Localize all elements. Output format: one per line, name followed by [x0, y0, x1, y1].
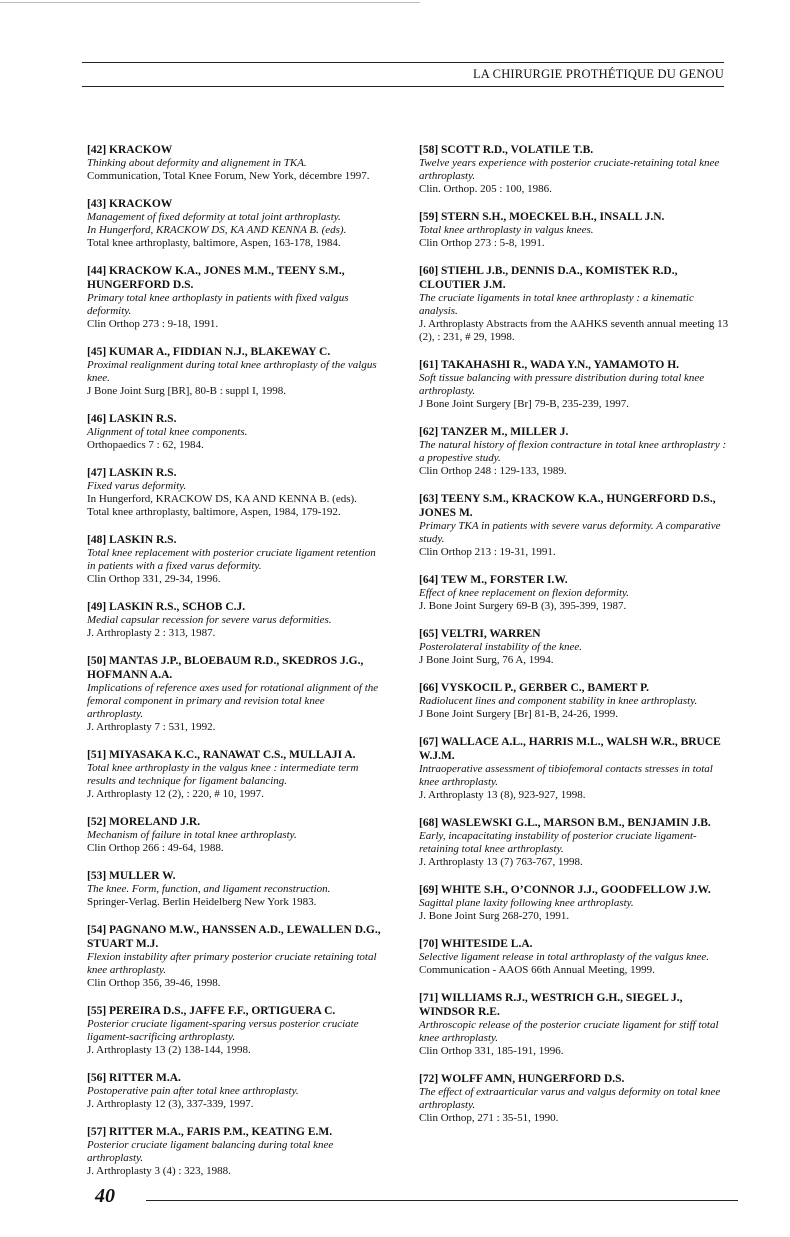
reference-authors: [60] STIEHL J.B., DENNIS D.A., KOMISTEK R.D., CLOUTIER J.M. [419, 265, 678, 291]
reference-source: Clin Orthop 331, 185-191, 1996. [419, 1045, 564, 1057]
reference-entry [87, 600, 383, 640]
reference-source: Clin Orthop 273 : 5-8, 1991. [419, 237, 545, 249]
reference-entry [87, 869, 383, 909]
reference-authors: [72] WOLFF AMN, HUNGERFORD D.S. [419, 1073, 625, 1085]
reference-entry [419, 264, 731, 344]
header-rule-bottom [82, 86, 724, 87]
reference-source: Clin Orthop, 271 : 35-51, 1990. [419, 1112, 559, 1124]
reference-source: J. Arthroplasty 13 (2) 138-144, 1998. [87, 1044, 251, 1056]
reference-entry [419, 627, 731, 667]
reference-entry [419, 937, 731, 977]
reference-source: Clin Orthop 266 : 49-64, 1988. [87, 842, 224, 854]
reference-source: J. Bone Joint Surgery 69-B (3), 395-399, 1987. [419, 600, 627, 612]
reference-authors: [61] TAKAHASHI R., WADA Y.N., YAMAMOTO H. [419, 359, 680, 371]
reference-title: Total knee replacement with posterior cruciate ligament retention in patients with a fixed varus deformity. [87, 547, 376, 572]
reference-source: J. Arthroplasty 12 (2), : 220, # 10, 1997. [87, 788, 264, 800]
reference-entry [87, 412, 383, 452]
reference-authors: [43] KRACKOW [87, 198, 173, 210]
reference-entry [419, 492, 731, 559]
reference-entry [419, 143, 731, 196]
footer-rule [146, 1200, 738, 1201]
reference-entry [419, 210, 731, 250]
reference-source: J Bone Joint Surg [BR], 80-B : suppl I, 1998. [87, 385, 287, 397]
reference-entry [419, 816, 731, 869]
reference-entry [87, 1071, 383, 1111]
reference-source: Clin Orthop 356, 39-46, 1998. [87, 977, 221, 989]
reference-entry [87, 1004, 383, 1057]
reference-title: The natural history of flexion contracture in total knee arthroplastry : a propestive study. [419, 439, 727, 464]
reference-source: Orthopaedics 7 : 62, 1984. [87, 439, 204, 451]
reference-authors: [62] TANZER M., MILLER J. [419, 426, 569, 438]
reference-title: Primary total knee arthoplasty in patients with fixed valgus deformity. [87, 292, 349, 317]
reference-source: J. Bone Joint Surg 268-270, 1991. [419, 910, 570, 922]
reference-source: J Bone Joint Surgery [Br] 81-B, 24-26, 1999. [419, 708, 619, 720]
reference-title: Management of fixed deformity at total joint arthroplasty. [87, 211, 341, 223]
reference-title: Twelve years experience with posterior cruciate-retaining total knee arthroplasty. [419, 157, 720, 182]
reference-entry [87, 197, 383, 250]
reference-title: Intraoperative assessment of tibiofemoral contacts stresses in total knee arthroplasty. [419, 763, 713, 788]
reference-title: Total knee arthroplasty in valgus knees. [419, 224, 594, 236]
reference-source: J. Arthroplasty Abstracts from the AAHKS seventh annual meeting 13 (2), : 231, # 29, 1998. [419, 318, 729, 343]
reference-authors: [64] TEW M., FORSTER I.W. [419, 574, 568, 586]
reference-source: Clin Orthop 273 : 9-18, 1991. [87, 318, 219, 330]
reference-source: Total knee arthroplasty, baltimore, Aspen, 163-178, 1984. [87, 237, 341, 249]
reference-entry [419, 991, 731, 1058]
reference-source: Total knee arthroplasty, baltimore, Aspen, 1984, 179-192. [87, 506, 341, 518]
reference-entry [419, 358, 731, 411]
reference-authors: [59] STERN S.H., MOECKEL B.H., INSALL J.N. [419, 211, 665, 223]
reference-authors: [49] LASKIN R.S., SCHOB C.J. [87, 601, 246, 613]
reference-title: Primary TKA in patients with severe varus deformity. A comparative study. [419, 520, 721, 545]
reference-title: Proximal realignment during total knee arthroplasty of the valgus knee. [87, 359, 377, 384]
reference-authors: [42] KRACKOW [87, 144, 173, 156]
reference-title: Implications of reference axes used for rotational alignment of the femoral component in primary and revision total knee arthroplasty. [87, 682, 379, 720]
reference-source: J. Arthroplasty 12 (3), 337-339, 1997. [87, 1098, 254, 1110]
reference-source: Clin Orthop 213 : 19-31, 1991. [419, 546, 556, 558]
reference-authors: [57] RITTER M.A., FARIS P.M., KEATING E.M. [87, 1126, 333, 1138]
reference-authors: [58] SCOTT R.D., VOLATILE T.B. [419, 144, 594, 156]
reference-authors: [52] MORELAND J.R. [87, 816, 201, 828]
references-left-column [87, 143, 383, 1192]
reference-authors: [69] WHITE S.H., O’CONNOR J.J., GOODFELLOW J.W. [419, 884, 711, 896]
reference-title: Arthroscopic release of the posterior cruciate ligament for stiff total knee arthroplasty. [419, 1019, 719, 1044]
reference-authors: [56] RITTER M.A. [87, 1072, 181, 1084]
references-right-column [419, 143, 731, 1139]
reference-source: J. Arthroplasty 2 : 313, 1987. [87, 627, 216, 639]
reference-title: Mechanism of failure in total knee arthroplasty. [87, 829, 297, 841]
reference-title: Radiolucent lines and component stability in knee arthroplasty. [419, 695, 698, 707]
reference-title: Alignment of total knee components. [87, 426, 248, 438]
reference-authors: [51] MIYASAKA K.C., RANAWAT C.S., MULLAJI A. [87, 749, 356, 761]
reference-entry [87, 264, 383, 331]
reference-title: The cruciate ligaments in total knee arthroplasty : a kinematic analysis. [419, 292, 694, 317]
header-rule-top [82, 62, 724, 63]
reference-authors: [44] KRACKOW K.A., JONES M.M., TEENY S.M., HUNGERFORD D.S. [87, 265, 345, 291]
reference-authors: [55] PEREIRA D.S., JAFFE F.F., ORTIGUERA C. [87, 1005, 336, 1017]
reference-authors: [50] MANTAS J.P., BLOEBAUM R.D., SKEDROS J.G., HOFMANN A.A. [87, 655, 364, 681]
reference-source: Clin. Orthop. 205 : 100, 1986. [419, 183, 552, 195]
reference-title: Postoperative pain after total knee arthroplasty. [87, 1085, 299, 1097]
reference-title: Fixed varus deformity. [87, 480, 187, 492]
reference-source: Communication, Total Knee Forum, New York, décembre 1997. [87, 170, 370, 182]
reference-authors: [71] WILLIAMS R.J., WESTRICH G.H., SIEGEL J., WINDSOR R.E. [419, 992, 683, 1018]
reference-entry [87, 143, 383, 183]
reference-entry [87, 533, 383, 586]
reference-entry [419, 573, 731, 613]
reference-title: Medial capsular recession for severe varus deformities. [87, 614, 332, 626]
reference-title: Posterior cruciate ligament-sparing versus posterior cruciate ligament-sacrificing arthroplasty. [87, 1018, 359, 1043]
reference-entry [87, 345, 383, 398]
reference-authors: [47] LASKIN R.S. [87, 467, 177, 479]
reference-title: Flexion instability after primary posterior cruciate retaining total knee arthroplasty. [87, 951, 377, 976]
reference-entry [87, 923, 383, 990]
reference-entry [87, 654, 383, 734]
reference-title: Sagittal plane laxity following knee arthroplasty. [419, 897, 634, 909]
reference-source: J Bone Joint Surgery [Br] 79-B, 235-239, 1997. [419, 398, 630, 410]
reference-entry [419, 425, 731, 478]
reference-title: Posterolateral instability of the knee. [419, 641, 583, 653]
reference-entry [419, 883, 731, 923]
reference-entry [419, 1072, 731, 1125]
reference-title: The effect of extraarticular varus and valgus deformity on total knee arthroplasty. [419, 1086, 721, 1111]
reference-title: Early, incapacitating instability of posterior cruciate ligament-retaining total knee arthroplasty. [419, 830, 697, 855]
reference-authors: [65] VELTRI, WARREN [419, 628, 541, 640]
reference-entry [87, 815, 383, 855]
reference-source: J. Arthroplasty 13 (7) 763-767, 1998. [419, 856, 583, 868]
scan-top-rule [0, 2, 420, 3]
reference-source: J Bone Joint Surg, 76 A, 1994. [419, 654, 554, 666]
reference-entry [87, 466, 383, 519]
reference-authors: [53] MULLER W. [87, 870, 176, 882]
reference-source: J. Arthroplasty 7 : 531, 1992. [87, 721, 216, 733]
reference-authors: [63] TEENY S.M., KRACKOW K.A., HUNGERFORD D.S., JONES M. [419, 493, 716, 519]
reference-title: In Hungerford, KRACKOW DS, KA AND KENNA B. (eds). [87, 224, 347, 236]
reference-source: Springer-Verlag. Berlin Heidelberg New York 1983. [87, 896, 317, 908]
reference-source: J. Arthroplasty 13 (8), 923-927, 1998. [419, 789, 586, 801]
reference-authors: [66] VYSKOCIL P., GERBER C., BAMERT P. [419, 682, 649, 694]
reference-title: Soft tissue balancing with pressure distribution during total knee arthroplasty. [419, 372, 705, 397]
reference-authors: [70] WHITESIDE L.A. [419, 938, 533, 950]
running-head: LA CHIRURGIE PROTHÉTIQUE DU GENOU [472, 67, 724, 81]
reference-entry [419, 735, 731, 802]
reference-source: J. Arthroplasty 3 (4) : 323, 1988. [87, 1165, 231, 1177]
reference-authors: [68] WASLEWSKI G.L., MARSON B.M., BENJAMIN J.B. [419, 817, 711, 829]
reference-title: Effect of knee replacement on flexion deformity. [419, 587, 630, 599]
reference-source: Clin Orthop 331, 29-34, 1996. [87, 573, 221, 585]
reference-authors: [54] PAGNANO M.W., HANSSEN A.D., LEWALLEN D.G., STUART M.J. [87, 924, 381, 950]
reference-entry [87, 748, 383, 801]
reference-entry [87, 1125, 383, 1178]
reference-authors: [45] KUMAR A., FIDDIAN N.J., BLAKEWAY C. [87, 346, 331, 358]
reference-title: The knee. Form, function, and ligament reconstruction. [87, 883, 331, 895]
reference-authors: [48] LASKIN R.S. [87, 534, 177, 546]
page-number: 40 [95, 1185, 115, 1207]
reference-title: Posterior cruciate ligament balancing during total knee arthroplasty. [87, 1139, 334, 1164]
reference-source: Communication - AAOS 66th Annual Meeting, 1999. [419, 964, 655, 976]
reference-source: Clin Orthop 248 : 129-133, 1989. [419, 465, 567, 477]
reference-authors: [46] LASKIN R.S. [87, 413, 177, 425]
reference-title: Selective ligament release in total arthroplasty of the valgus knee. [419, 951, 710, 963]
reference-title: Total knee arthroplasty in the valgus knee : intermediate term results and technique for ligament balancing. [87, 762, 359, 787]
reference-entry [419, 681, 731, 721]
reference-authors: [67] WALLACE A.L., HARRIS M.L., WALSH W.R., BRUCE W.J.M. [419, 736, 721, 762]
reference-title: Thinking about deformity and alignement in TKA. [87, 157, 307, 169]
reference-source: In Hungerford, KRACKOW DS, KA AND KENNA B. (eds). [87, 493, 357, 505]
